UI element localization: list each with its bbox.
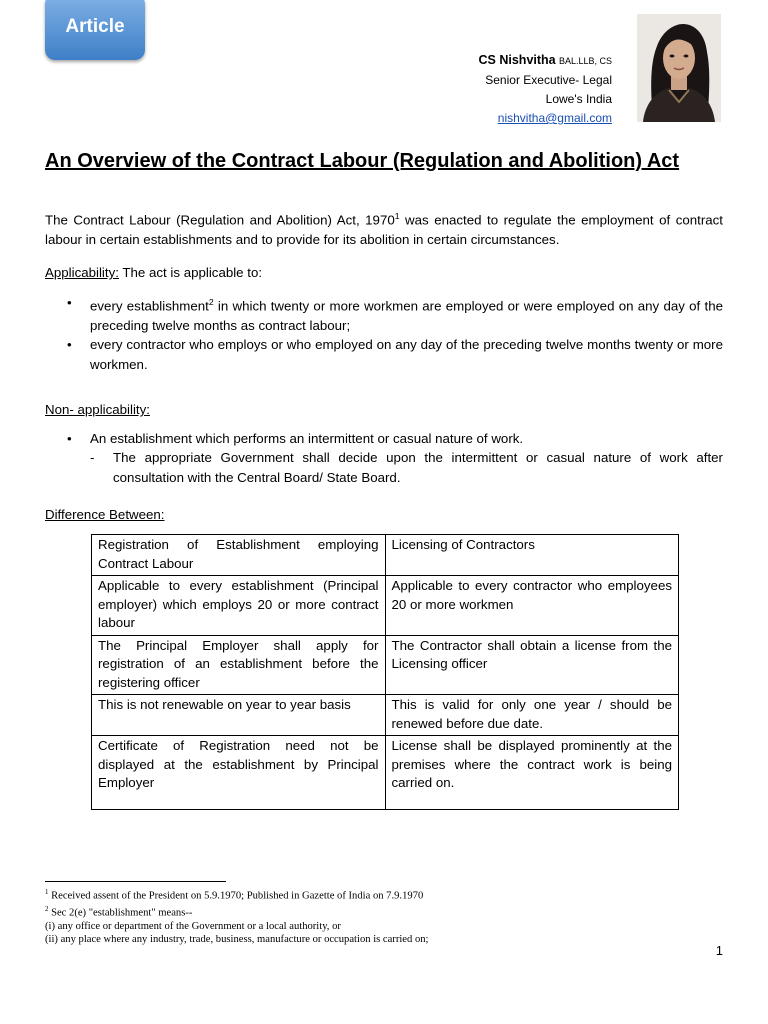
table-cell: Applicable to every establishment (Principal employer) which employs 20 or more contract labour bbox=[92, 576, 386, 636]
difference-line bbox=[45, 505, 165, 524]
author-credentials: BAL.LLB, CS bbox=[558, 56, 612, 66]
intro-text-start: The Contract Labour (Regulation and Abolition) Act, 1970 bbox=[45, 212, 395, 228]
page-number: 1 bbox=[715, 943, 723, 958]
footnotes bbox=[45, 886, 429, 946]
difference-heading: Difference Between: bbox=[45, 507, 165, 522]
applicability-text: The act is applicable to: bbox=[118, 265, 263, 280]
list-item bbox=[45, 293, 723, 335]
footnote-text: Sec 2(e) "establishment" means-- bbox=[48, 907, 193, 919]
table-cell: Applicable to every contractor who employees 20 or more workmen bbox=[385, 576, 679, 636]
author-block bbox=[479, 51, 612, 128]
non-applicability-line bbox=[45, 400, 150, 419]
article-badge: Article bbox=[45, 0, 145, 60]
table-row bbox=[92, 695, 679, 736]
footnote-2-item-i: (i) any office or department of the Government or a local authority, or bbox=[45, 920, 341, 932]
footnote-number: 2 bbox=[45, 905, 49, 913]
table-cell: The Principal Employer shall apply for registration of an establishment before the registering officer bbox=[92, 635, 386, 695]
footnote-text: Received assent of the President on 5.9.1970; Published in Gazette of India on 7.9.1970 bbox=[48, 890, 424, 902]
table-row bbox=[92, 635, 679, 695]
table-cell: This is not renewable on year to year basis bbox=[92, 695, 386, 736]
subitem-text: The appropriate Government shall decide upon the intermittent or casual nature of work after consultation with the Central Board/ State Board. bbox=[113, 450, 723, 485]
non-applicability-subitem bbox=[90, 448, 723, 487]
article-title: An Overview of the Contract Labour (Regulation and Abolition) Act bbox=[45, 150, 680, 172]
intro-text-end: was enacted to regulate the employment of contract labour in certain establishments and to provide for its abolition in certain circumstances. bbox=[45, 212, 723, 247]
non-applicability-list bbox=[45, 429, 723, 449]
author-photo bbox=[637, 14, 721, 122]
footnote-2-item-ii: (ii) any place where any industry, trade, business, manufacture or occupation is carried on; bbox=[45, 933, 429, 945]
intro-paragraph bbox=[45, 207, 723, 249]
footnote-ref-2: 2 bbox=[208, 297, 214, 307]
applicability-line bbox=[45, 263, 262, 282]
table-row bbox=[92, 535, 679, 576]
author-company: Lowe's India bbox=[545, 92, 612, 106]
table-row bbox=[92, 736, 679, 810]
bullet1-text-end: in which twenty or more workmen are employed or were employed on any day of the preceding twelve months as contract labour; bbox=[90, 298, 723, 333]
list-item: • every contractor who employs or who employed on any day of the preceding twelve months twenty or more workmen. bbox=[45, 335, 723, 374]
author-position: Senior Executive- Legal bbox=[485, 73, 612, 87]
author-name-line bbox=[479, 51, 612, 71]
table-row bbox=[92, 576, 679, 636]
table-cell: The Contractor shall obtain a license from the Licensing officer bbox=[385, 635, 679, 695]
table-cell: Certificate of Registration need not be displayed at the establishment by Principal Employer bbox=[92, 736, 386, 810]
author-name: CS Nishvitha bbox=[478, 53, 556, 67]
bullet1-text-start: every establishment bbox=[90, 298, 209, 314]
difference-table bbox=[91, 534, 679, 810]
table-cell: This is valid for only one year / should be renewed before due date. bbox=[385, 695, 679, 736]
non-applicability-heading: Non- applicability: bbox=[45, 402, 150, 417]
dash-marker: - bbox=[90, 450, 95, 465]
footnote-2 bbox=[45, 903, 429, 920]
footnote-1 bbox=[45, 886, 429, 903]
footnote-ref-1: 1 bbox=[394, 211, 400, 221]
footnote-number: 1 bbox=[45, 889, 49, 896]
author-email-link[interactable]: nishvitha@gmail.com bbox=[497, 111, 612, 125]
table-header-cell: Licensing of Contractors bbox=[385, 535, 679, 576]
portrait-image bbox=[637, 14, 721, 122]
footnote-separator bbox=[45, 881, 226, 882]
table-header-cell: Registration of Establishment employing Contract Labour bbox=[92, 535, 386, 576]
list-item: • An establishment which performs an intermittent or casual nature of work. bbox=[45, 429, 723, 449]
table-cell: License shall be displayed prominently at the premises where the contract work is being carried on. bbox=[385, 736, 679, 810]
applicability-heading: Applicability: bbox=[45, 265, 119, 280]
applicability-list bbox=[45, 293, 723, 374]
